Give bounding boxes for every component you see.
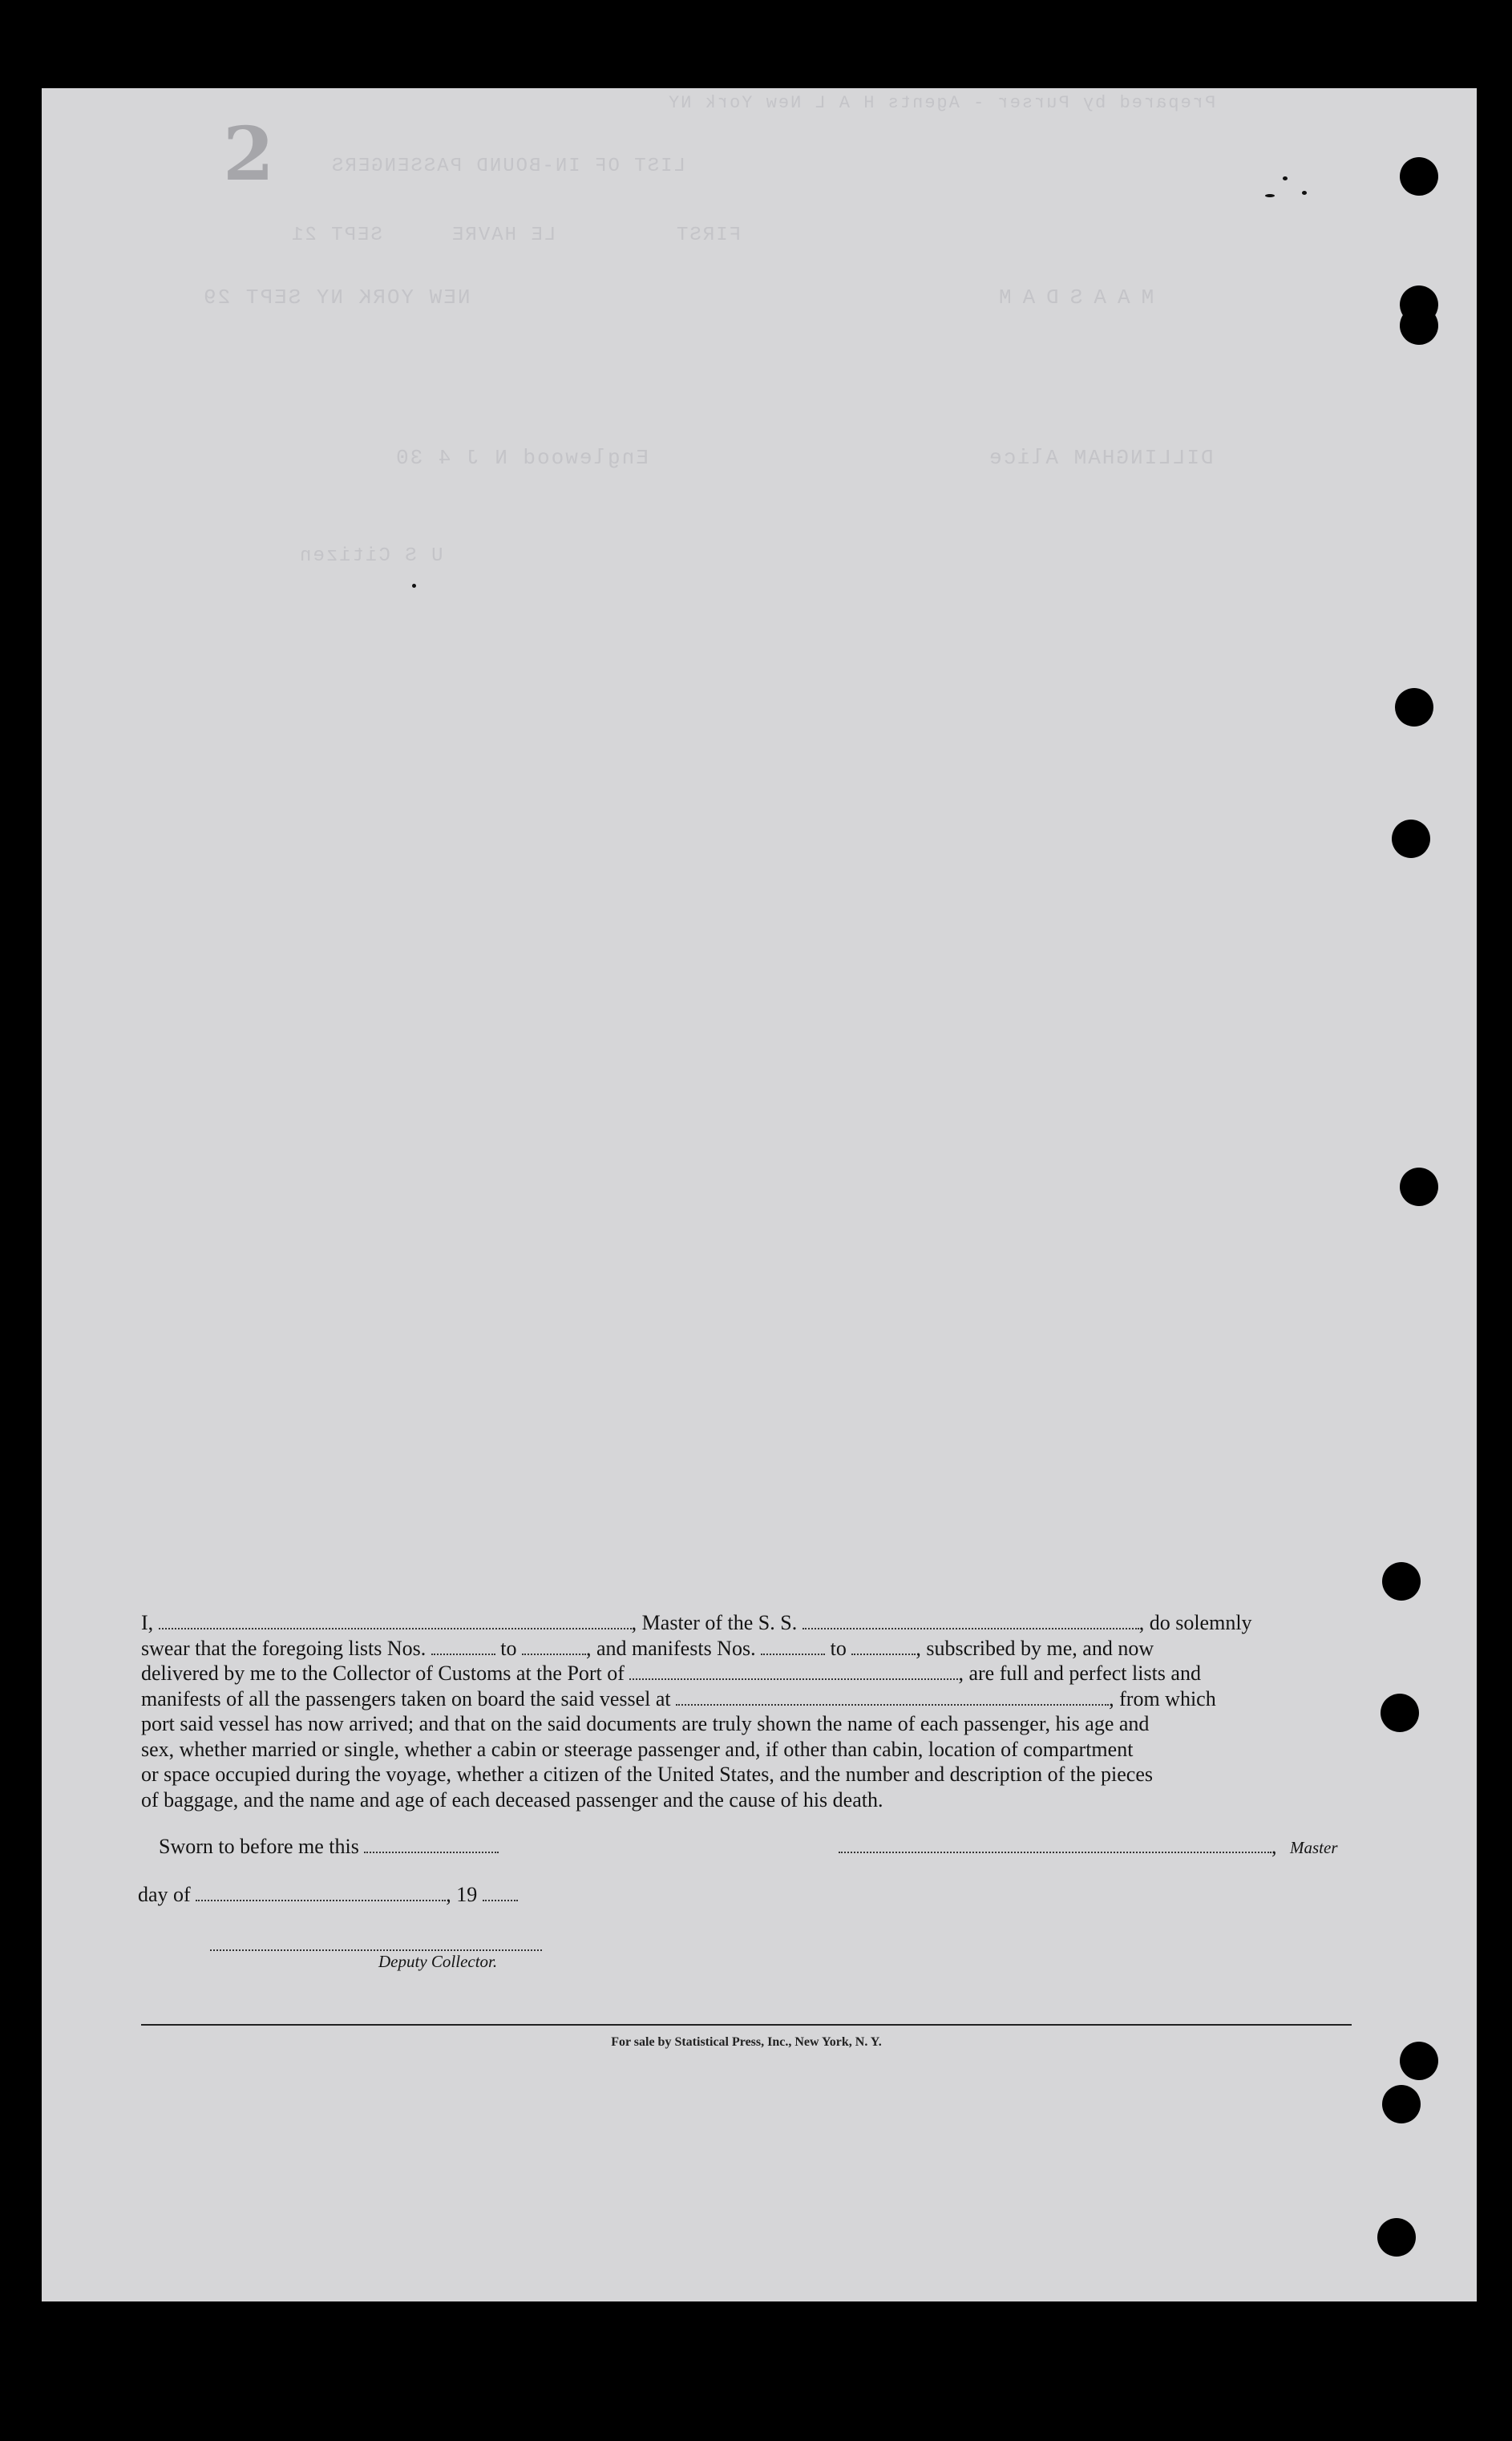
ink-speck xyxy=(1302,191,1307,195)
bleed-through-citizen: U S Citizen xyxy=(298,545,443,567)
bleed-through-residence: Englewood N J 4 30 xyxy=(394,446,649,470)
punch-hole xyxy=(1400,157,1438,196)
day-of-blank[interactable] xyxy=(196,1885,446,1901)
punch-hole xyxy=(1395,688,1433,727)
manifest-from-blank[interactable] xyxy=(761,1639,825,1655)
vessel-port-blank[interactable] xyxy=(676,1690,1109,1706)
bleed-through-passenger-name: DILLINGHAM Alice xyxy=(988,446,1214,470)
bleed-through-arrival: NEW YORK NY SEPT 29 xyxy=(202,285,471,310)
punch-hole xyxy=(1377,2218,1416,2257)
bleed-through-port: LE HAVRE xyxy=(451,225,556,246)
punch-hole xyxy=(1382,2085,1421,2123)
deputy-collector-label: Deputy Collector. xyxy=(378,1952,498,1971)
manifest-to-blank[interactable] xyxy=(851,1639,916,1655)
page-number: 2 xyxy=(223,111,275,197)
oath-line: sex, whether married or single, whether a cabin or steerage passenger and, if other than cabin, location of compartment xyxy=(141,1737,1134,1761)
oath-to: to xyxy=(500,1636,517,1660)
punch-hole xyxy=(1400,306,1438,345)
oath-vessel-at: manifests of all the passengers taken on board the said vessel at xyxy=(141,1686,671,1710)
ink-speck xyxy=(1265,194,1275,197)
punch-hole xyxy=(1382,1562,1421,1601)
year-blank[interactable] xyxy=(483,1885,518,1901)
oath-line: of baggage, and the name and age of each deceased passenger and the cause of his death. xyxy=(141,1787,883,1812)
deputy-signature-blank[interactable] xyxy=(210,1935,542,1951)
document-sheet xyxy=(42,88,1477,2301)
year-label: , 19 xyxy=(446,1883,478,1906)
footer-rule xyxy=(141,2024,1352,2026)
oath-line: port said vessel has now arrived; and that on the said documents are truly shown the name of each passenger, his age and xyxy=(141,1712,1150,1735)
oath-port-of: delivered by me to the Collector of Customs at the Port of xyxy=(141,1662,625,1685)
bleed-through-class: FIRST xyxy=(675,225,742,246)
sworn-line xyxy=(159,1835,499,1859)
printer-footer: For sale by Statistical Press, Inc., New York, N. Y. xyxy=(611,2035,882,2049)
master-signature: , Master xyxy=(839,1835,1338,1859)
port-of-blank[interactable] xyxy=(629,1664,958,1680)
sworn-date-blank[interactable] xyxy=(364,1837,499,1853)
oath-master-of-ss: , Master of the S. S. xyxy=(631,1611,798,1634)
oath-to: to xyxy=(830,1636,847,1660)
bleed-through-list-title: LIST OF IN-BOUND PASSENGERS xyxy=(330,156,685,177)
oath-i: I, xyxy=(141,1611,154,1634)
oath-line: or space occupied during the voyage, whether a citizen of the United States, and the number and description of the pieces xyxy=(141,1763,1154,1786)
bleed-through-ship: MAASDAM xyxy=(988,285,1154,310)
punch-hole xyxy=(1392,820,1430,858)
ink-speck xyxy=(1283,176,1288,180)
ship-name-blank[interactable] xyxy=(802,1613,1139,1629)
punch-hole xyxy=(1381,1694,1419,1732)
oath-full-lists: , are full and perfect lists and xyxy=(958,1662,1201,1685)
master-name-blank[interactable] xyxy=(159,1613,632,1629)
bleed-through-header: Prepared by Purser - Agents H A L New York NY xyxy=(667,93,1216,113)
oath-subscribed: , subscribed by me, and now xyxy=(916,1636,1154,1660)
oath-manifests-nos: , and manifests Nos. xyxy=(586,1636,756,1660)
bleed-through-date: SEPT 21 xyxy=(290,225,382,246)
oath-from-which: , from which xyxy=(1109,1686,1216,1710)
master-label: Master xyxy=(1290,1838,1338,1857)
day-of-line xyxy=(138,1883,518,1907)
punch-hole xyxy=(1400,1168,1438,1206)
master-signature-blank[interactable] xyxy=(839,1837,1271,1853)
ink-speck xyxy=(412,584,416,588)
day-of-label: day of xyxy=(138,1883,191,1906)
oath-do-solemnly: , do solemnly xyxy=(1138,1611,1252,1634)
oath-paragraph xyxy=(141,1610,1352,1812)
oath-lists-nos: swear that the foregoing lists Nos. xyxy=(141,1636,427,1660)
sworn-label: Sworn to before me this xyxy=(159,1835,359,1858)
list-to-blank[interactable] xyxy=(522,1639,586,1655)
list-from-blank[interactable] xyxy=(431,1639,495,1655)
